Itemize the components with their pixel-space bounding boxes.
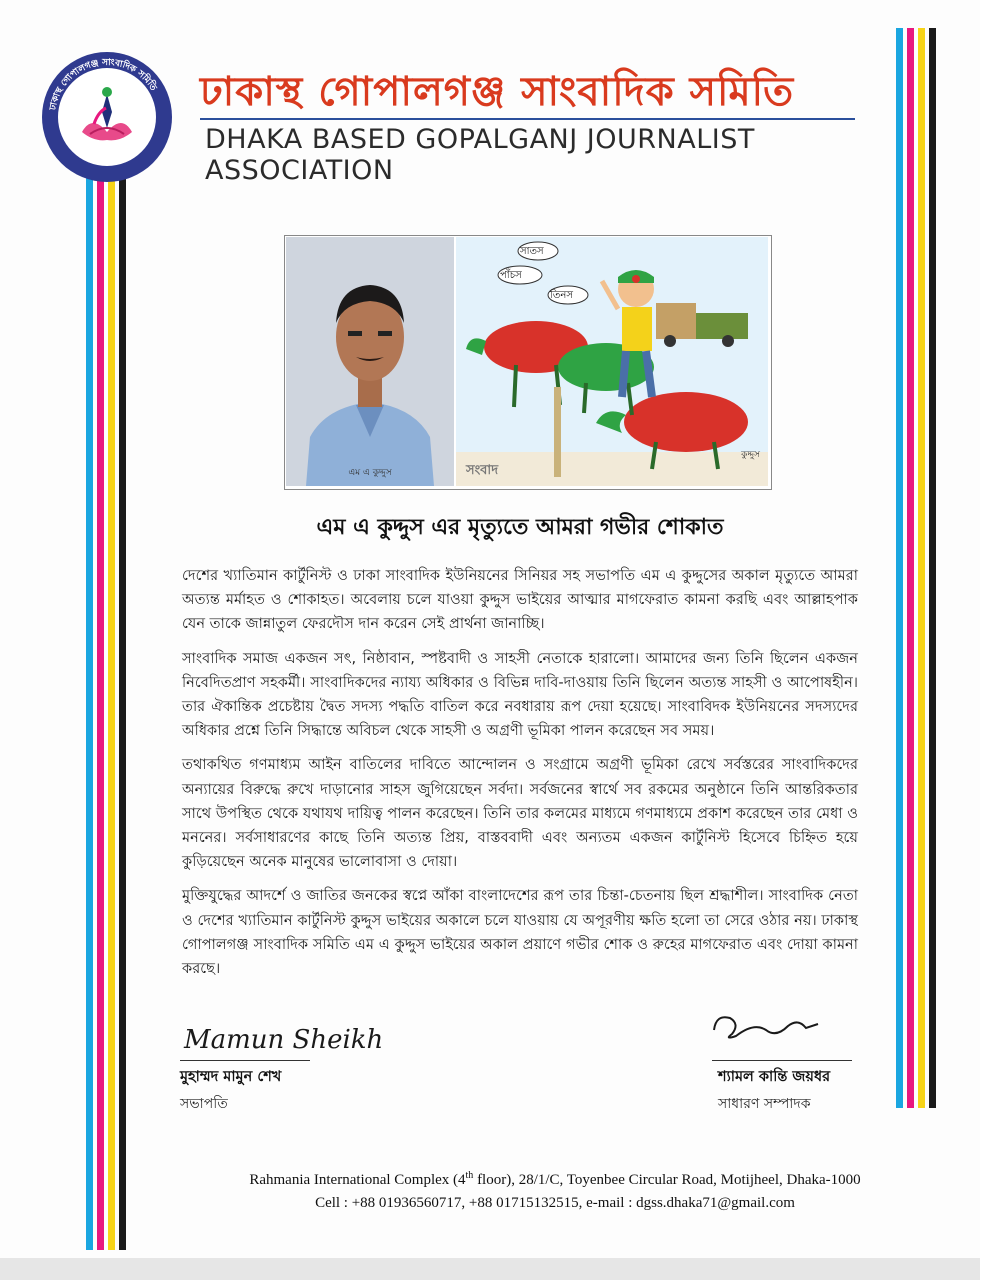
president-handwriting: Mamun Sheikh xyxy=(184,1025,384,1055)
secretary-handwriting: Shyamal xyxy=(766,1005,806,1015)
footer-phone-email: Cell : +88 01936560717, +88 01715132515, e-mail : dgss.dhaka71@gmail.com xyxy=(315,1195,795,1211)
yellow-stripe xyxy=(918,28,925,1108)
body-paragraph: মুক্তিযুদ্ধের আদর্শে ও জাতির জনকের স্বপ্নে আঁকা বাংলাদেশের রূপ তার চিন্তা-চেতনায় ছিল শ্রদ্ধাশীল। সাংবাদিক নেতা ও দেশের খ্যাতিমান কার্টুনিস্ট কুদ্দুস ভাইয়ের অকালে চলে যাওয়ায় যে অপূরণীয় ক্ষতি হলো তা সেরে ওঠার নয়। ঢাকাস্থ গোপালগঞ্জ সাংবাদিক সমিতি এম এ কুদ্দুস ভাইয়ের অকাল প্রয়াণে গভীর শোক ও রুহের মাগফেরাত এবং দোয়া কামনা করছে। xyxy=(182,887,858,978)
association-title-english: DHAKA BASED GOPALGANJ JOURNALIST ASSOCIATION xyxy=(205,124,755,186)
magenta-stripe xyxy=(907,28,914,1108)
black-stripe xyxy=(119,170,126,1250)
portrait-photo xyxy=(286,237,454,486)
lotus-pen-icon xyxy=(72,82,142,152)
address-suffix: floor), 28/1/C, Toyenbee Circular Road, Motijheel, Dhaka-1000 xyxy=(473,1172,861,1188)
cartoon-image xyxy=(456,237,768,486)
signature-line-left xyxy=(180,1060,310,1061)
body-paragraph: সাংবাদিক সমাজ একজন সৎ, নিষ্ঠাবান, স্পষ্টবাদী ও সাহসী নেতাকে হারালো। আমাদের জন্য তিনি ছিলেন একজন নিবেদিতপ্রাণ সহকর্মী। সাংবাদিকদের ন্যায্য অধিকার ও বিভিন্ন দাবি-দাওয়ায় তিনি ছিলেন অত্যন্ত সাহসী ও আপোষহীন। তার ঐকান্তিক প্রচেষ্টায় দ্বৈত সদস্য পদ্ধতি বাতিল করে নবধারায় রূপ দেয়া হয়েছে। সাংবাবিদক ইউনিয়নের সদস্যদের অধিকার প্রশ্নে তিনি সিদ্ধান্তে অবিচল থেকে সাহসী ও অগ্রণী ভূমিকা পালন করেছেন সব সময়। xyxy=(182,649,858,740)
body-paragraph: দেশের খ্যাতিমান কার্টুনিস্ট ও ঢাকা সাংবাদিক ইউনিয়নের সিনিয়র সহ সভাপতি এম এ কুদ্দুসের অকাল মৃত্যুতে আমরা অত্যন্ত মর্মাহত ও শোকাহত। অবেলায় চলে যাওয়া কুদ্দুস ভাইয়ের আত্মার মাগফেরাত কামনা করছি এবং আল্লাহপাক যেন তাকে জান্নাতুল ফেরদৌস দান করেন সেই প্রার্থনা জানাচ্ছি। xyxy=(182,567,858,633)
logo-ring-label: ঢাকাস্থ গোপালগঞ্জ সাংবাদিক সমিতি xyxy=(48,57,159,112)
condolence-headline: এম এ কুদ্দুস এর মৃত্যুতে আমরা গভীর শোকাত xyxy=(316,515,724,540)
cartoon-bubble-2: পাঁচস xyxy=(500,270,522,281)
cyan-stripe xyxy=(896,28,903,1108)
address-superscript: th xyxy=(465,1170,474,1181)
secretary-role: সাধারণ সম্পাদক xyxy=(718,1096,811,1112)
president-signature xyxy=(180,1012,384,1060)
cartoonist-signature: কুদ্দুস xyxy=(741,450,760,460)
newspaper-tag: সংবাদ xyxy=(466,463,499,478)
cartoon-bubble-3: তিনস xyxy=(550,290,573,301)
portrait-illustration xyxy=(286,237,454,486)
cyan-stripe xyxy=(86,170,93,1250)
association-logo xyxy=(42,52,172,182)
signature-line-right xyxy=(712,1060,852,1061)
footer-address xyxy=(120,1164,990,1192)
secretary-name: শ্যামল কান্তি জয়ধর xyxy=(718,1069,831,1085)
page-bottom-band xyxy=(0,1258,980,1280)
condolence-body xyxy=(182,564,858,991)
decorative-stripes-right xyxy=(896,28,944,1108)
title-divider xyxy=(200,118,855,120)
cartoon-bubble-1: সাতস xyxy=(520,246,544,257)
footer-contact xyxy=(120,1164,990,1215)
secretary-signature xyxy=(706,1000,826,1048)
yellow-stripe xyxy=(108,170,115,1250)
president-role: সভাপতি xyxy=(180,1096,228,1112)
black-stripe xyxy=(929,28,936,1108)
decorative-stripes-left xyxy=(86,170,134,1250)
magenta-stripe xyxy=(97,170,104,1250)
address-prefix: Rahmania International Complex (4 xyxy=(249,1172,466,1188)
portrait-caption: এম এ কুদ্দুস xyxy=(348,468,392,478)
body-paragraph: তথাকথিত গণমাধ্যম আইন বাতিলের দাবিতে আন্দোলন ও সংগ্রামে অগ্রণী ভূমিকা রেখে সর্বস্তরের সাংবাদিকদের অন্যায়ের বিরুদ্ধে রুখে দাড়ানোর সাহস জুগিয়েছেন সর্বদা। সর্বজনের স্বার্থে সব রকমের অনুষ্ঠানে তিনি আন্তরিকতার সাথে উপস্থিত থেকে যথাযথ দায়িত্ব পালন করেছেন। তিনি তার কলমের মাধ্যমে গণমাধ্যমে প্রকাশ করেছেন তার মেধা ও মননের। সর্বসাধারণের কাছে তিনি অত্যন্ত প্রিয়, বাস্তববাদী এবং অন্যতম একজন কার্টুনিস্ট হিসেবে চিহ্নিত হয়ে কুড়িয়েছেন অনেক মানুষের ভালোবাসা ও দোয়া। xyxy=(182,756,858,871)
president-name: মুহাম্মদ মামুন শেখ xyxy=(180,1069,282,1085)
association-title-bengali: ঢাকাস্থ গোপালগঞ্জ সাংবাদিক সমিতি xyxy=(200,69,795,115)
